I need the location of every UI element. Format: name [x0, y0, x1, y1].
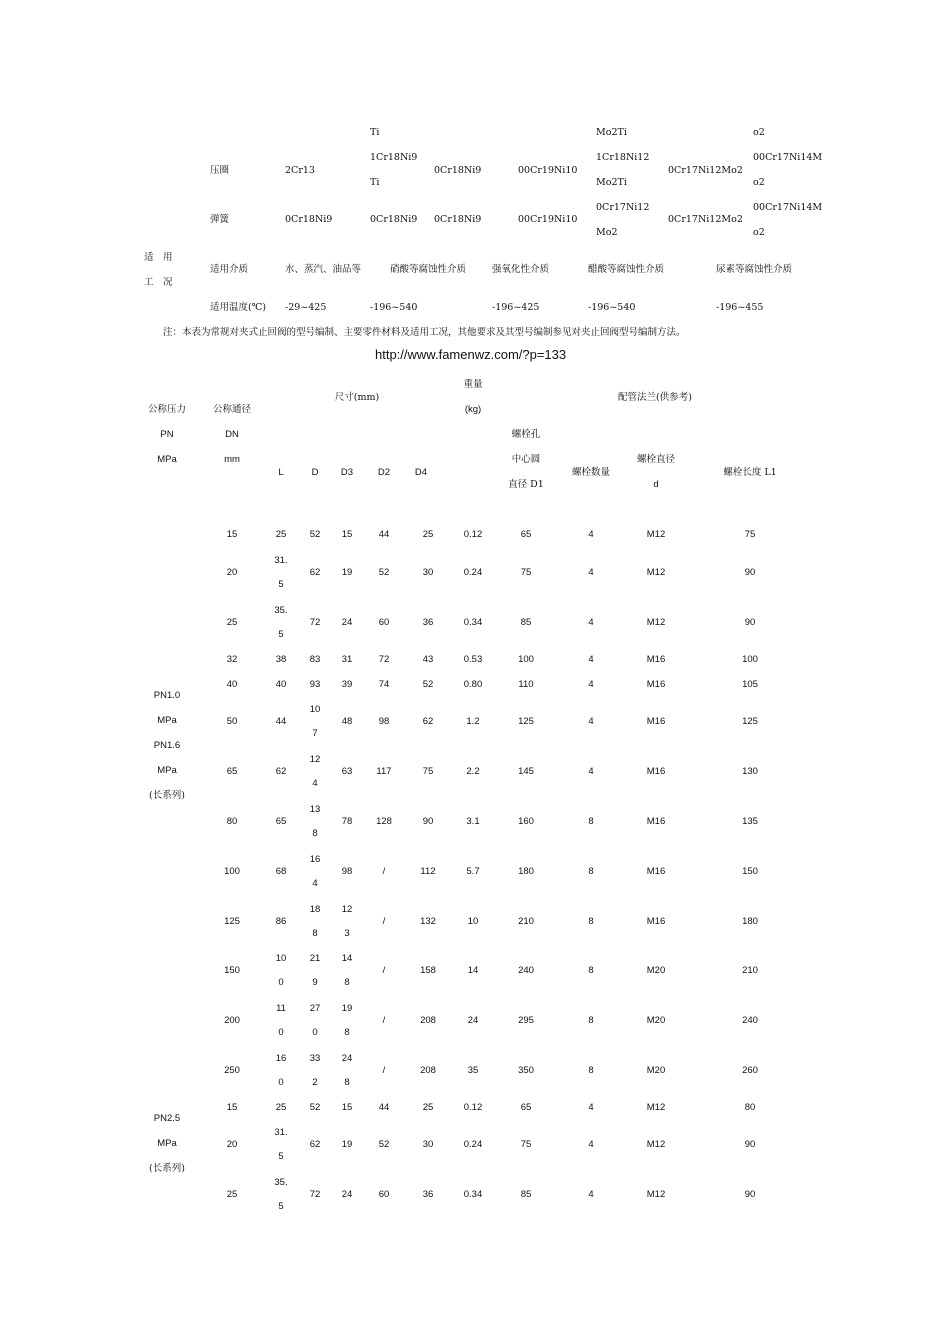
header-col-D4: D4	[414, 467, 428, 478]
cell-dn: 65	[226, 766, 238, 777]
header-flange: 配管法兰(供参考)	[618, 392, 692, 403]
cell-d: M16	[646, 916, 666, 927]
cell-l1: 100	[742, 654, 758, 665]
cell-D3: 8	[344, 1077, 350, 1088]
cell-L: 31.	[274, 1127, 288, 1138]
cell-L: 25	[275, 529, 287, 540]
cell-dn: 15	[226, 1102, 238, 1113]
cell-L: 11	[276, 1003, 286, 1014]
cell-L: 31.	[274, 555, 288, 566]
cell-d: M16	[646, 766, 666, 777]
cell-n: 8	[588, 916, 594, 927]
cell-dn: 32	[226, 654, 238, 665]
cell-D: 52	[309, 529, 321, 540]
header-pn: 公称压力	[147, 404, 187, 415]
cell-d: M12	[646, 1189, 666, 1200]
cell-l1: 90	[744, 1189, 756, 1200]
cell-w: 10	[467, 916, 479, 927]
cell-D2: 52	[378, 567, 390, 578]
cell-D2: /	[382, 916, 386, 927]
cell: Mo2	[596, 227, 618, 238]
cell-D: 52	[309, 1102, 321, 1113]
cell-w: 1.2	[466, 716, 480, 727]
cell-D3: 15	[341, 1102, 353, 1113]
cell: 硝酸等腐蚀性介质	[390, 264, 467, 275]
cell-d: M12	[646, 1102, 666, 1113]
cell: 0Cr17Ni12Mo2	[668, 214, 743, 225]
cell-D4: 112	[420, 866, 436, 877]
cell-D: 8	[312, 928, 318, 939]
cell-d1: 295	[518, 1015, 534, 1026]
cell-D3: 14	[341, 953, 353, 964]
cell-D3: 19	[341, 1003, 353, 1014]
cell-D3: 15	[341, 529, 353, 540]
cell-d: M12	[646, 617, 666, 628]
cell-n: 8	[588, 1065, 594, 1076]
cell-D2: /	[382, 866, 386, 877]
cell-D3: 63	[341, 766, 353, 777]
cell-w: 3.1	[466, 816, 480, 827]
cell-D3: 12	[341, 904, 353, 915]
group-label-line: MPa	[157, 715, 177, 726]
cell: 醋酸等腐蚀性介质	[588, 264, 665, 275]
cell: 1Cr18Ni12	[596, 152, 650, 163]
cell-D3: 19	[341, 1139, 353, 1150]
cell: 0Cr18Ni9	[434, 165, 482, 176]
cell-fragment: o2	[753, 127, 765, 138]
cell-n: 8	[588, 866, 594, 877]
cell-L: 35.	[274, 1177, 288, 1188]
cell-D3: 39	[341, 679, 353, 690]
cell-L: 0	[278, 1027, 284, 1038]
cell-w: 0.24	[463, 567, 483, 578]
cell-dn: 20	[226, 567, 238, 578]
cell-n: 4	[588, 1102, 594, 1113]
cell-D4: 62	[422, 716, 434, 727]
cell-D3: 98	[341, 866, 353, 877]
cell-n: 8	[588, 816, 594, 827]
header-dn: mm	[224, 454, 240, 465]
cell-l1: 210	[742, 965, 758, 976]
cell-D3: 24	[341, 1053, 353, 1064]
group-label-line: PN1.6	[153, 740, 181, 751]
cell-D3: 31	[341, 654, 353, 665]
cell-d1: 85	[520, 1189, 532, 1200]
cell-l1: 260	[742, 1065, 758, 1076]
cell-L: 5	[278, 1201, 284, 1212]
cell-d: M12	[646, 1139, 666, 1150]
cell-l1: 90	[744, 1139, 756, 1150]
cell-d: M16	[646, 866, 666, 877]
cell-D2: 52	[378, 1139, 390, 1150]
cell-n: 4	[588, 766, 594, 777]
cell-w: 0.24	[463, 1139, 483, 1150]
header-pn: PN	[160, 429, 174, 440]
cell-fragment: Ti	[370, 127, 380, 138]
cell-d1: 65	[520, 529, 532, 540]
cell-n: 4	[588, 654, 594, 665]
conditions-label: 工 况	[144, 277, 173, 288]
cell: -196~540	[588, 302, 636, 313]
cell: 00Cr17Ni14M	[753, 152, 823, 163]
cell: 00Cr19Ni10	[518, 165, 578, 176]
cell-n: 4	[588, 567, 594, 578]
cell-L: 44	[275, 716, 287, 727]
cell-d1: 160	[518, 816, 534, 827]
cell-L: 86	[275, 916, 287, 927]
cell-d: M20	[646, 1065, 666, 1076]
cell-D4: 52	[422, 679, 434, 690]
cell-D2: 74	[378, 679, 390, 690]
header-dn: DN	[225, 429, 239, 440]
cell-D: 72	[309, 617, 321, 628]
cell-D4: 30	[422, 1139, 434, 1150]
header-bolt-len: 螺栓长度 L1	[723, 467, 777, 478]
cell-d1: 125	[518, 716, 534, 727]
cell-D: 12	[309, 754, 321, 765]
cell-l1: 90	[744, 617, 756, 628]
cell-w: 2.2	[466, 766, 480, 777]
cell-D3: 8	[344, 977, 350, 988]
cell-D3: 48	[341, 716, 353, 727]
cell-D2: 60	[378, 617, 390, 628]
cell: -196~455	[716, 302, 764, 313]
cell-d1: 85	[520, 617, 532, 628]
cell-D4: 158	[420, 965, 436, 976]
cell-l1: 130	[742, 766, 758, 777]
source-url-link[interactable]: http://www.famenwz.com/?p=133	[375, 347, 567, 362]
cell-n: 8	[588, 965, 594, 976]
group-label-line: (长系列)	[149, 790, 185, 801]
header-weight: 重量	[463, 379, 483, 390]
cell-D: 9	[312, 977, 318, 988]
cell-D: 33	[309, 1053, 321, 1064]
header-col-D3: D3	[340, 467, 354, 478]
cell-L: 5	[278, 629, 284, 640]
cell-L: 16	[275, 1053, 287, 1064]
cell-D3: 8	[344, 1027, 350, 1038]
cell-d: M20	[646, 1015, 666, 1026]
cell-dn: 15	[226, 529, 238, 540]
cell-D2: /	[382, 1015, 386, 1026]
cell-D3: 24	[341, 617, 353, 628]
cell-D4: 208	[420, 1015, 436, 1026]
cell-n: 4	[588, 1139, 594, 1150]
header-bolt-dia: 螺栓直径	[636, 454, 676, 465]
cell: 00Cr19Ni10	[518, 214, 578, 225]
cell: 2Cr13	[285, 165, 315, 176]
cell-D2: /	[382, 1065, 386, 1076]
header-pn: MPa	[157, 454, 177, 465]
cell-D4: 30	[422, 567, 434, 578]
cell: 0Cr17Ni12Mo2	[668, 165, 743, 176]
cell: o2	[753, 177, 765, 188]
row-label-temperature: 适用温度(℃)	[210, 302, 267, 313]
cell: 1Cr18Ni9	[370, 152, 418, 163]
cell-d1: 65	[520, 1102, 532, 1113]
cell-D: 93	[309, 679, 321, 690]
group-label-line: PN2.5	[153, 1113, 181, 1124]
header-bolt-circle: 直径 D1	[508, 479, 544, 490]
cell-l1: 75	[744, 529, 756, 540]
cell-dn: 20	[226, 1139, 238, 1150]
cell-n: 4	[588, 679, 594, 690]
cell-L: 0	[278, 1077, 284, 1088]
cell-n: 4	[588, 1189, 594, 1200]
cell-L: 62	[275, 766, 287, 777]
header-bolt-circle: 螺栓孔	[511, 429, 541, 440]
cell-L: 65	[275, 816, 287, 827]
cell-n: 4	[588, 617, 594, 628]
cell-D4: 43	[422, 654, 434, 665]
cell-d: M12	[646, 529, 666, 540]
group-label-line: (长系列)	[149, 1163, 185, 1174]
cell-D: 72	[309, 1189, 321, 1200]
group-label-line: MPa	[157, 1138, 177, 1149]
cell-l1: 240	[742, 1015, 758, 1026]
cell-D: 83	[309, 654, 321, 665]
cell-D2: 117	[376, 766, 392, 777]
cell-D2: /	[382, 965, 386, 976]
cell-D4: 36	[422, 617, 434, 628]
cell-D2: 44	[378, 1102, 390, 1113]
row-label-spring: 弹簧	[210, 214, 230, 225]
cell: -196~540	[370, 302, 418, 313]
cell-D3: 3	[344, 928, 350, 939]
cell-D4: 208	[420, 1065, 436, 1076]
cell-d1: 100	[518, 654, 534, 665]
cell-dn: 150	[224, 965, 240, 976]
cell-D: 4	[312, 778, 318, 789]
cell-D: 62	[309, 567, 321, 578]
row-label-medium: 适用介质	[210, 264, 249, 275]
cell-D: 0	[312, 1027, 318, 1038]
cell-dn: 50	[226, 716, 238, 727]
cell: -29~425	[285, 302, 327, 313]
cell-D: 62	[309, 1139, 321, 1150]
cell-w: 35	[467, 1065, 479, 1076]
cell-L: 25	[275, 1102, 287, 1113]
cell-D4: 75	[422, 766, 434, 777]
cell-d1: 180	[518, 866, 534, 877]
table-note: 注：本表为常规对夹式止回阀的型号编制、主要零件材料及适用工况，其他要求及其型号编制参见对夹止回阀型号编制方法。	[163, 327, 686, 338]
cell-D: 21	[309, 953, 321, 964]
cell-l1: 180	[742, 916, 758, 927]
cell-D: 16	[309, 854, 321, 865]
cell-D2: 60	[378, 1189, 390, 1200]
cell-d1: 75	[520, 567, 532, 578]
cell-D: 7	[312, 728, 318, 739]
cell: 0Cr18Ni9	[434, 214, 482, 225]
cell-L: 40	[275, 679, 287, 690]
cell-l1: 150	[742, 866, 758, 877]
cell-d: M16	[646, 679, 666, 690]
cell-L: 5	[278, 579, 284, 590]
cell-D: 10	[309, 704, 321, 715]
cell-dn: 100	[224, 866, 240, 877]
group-label-line: MPa	[157, 765, 177, 776]
cell-D: 8	[312, 828, 318, 839]
cell-D: 4	[312, 878, 318, 889]
cell-d: M16	[646, 716, 666, 727]
cell-D3: 78	[341, 816, 353, 827]
cell-D2: 44	[378, 529, 390, 540]
header-col-D2: D2	[377, 467, 391, 478]
cell-dn: 125	[224, 916, 240, 927]
group-label-line: PN1.0	[153, 690, 181, 701]
cell-L: 10	[275, 953, 287, 964]
cell-d: M12	[646, 567, 666, 578]
cell-D: 27	[309, 1003, 321, 1014]
cell-L: 38	[275, 654, 287, 665]
cell-d: M20	[646, 965, 666, 976]
cell-w: 0.80	[463, 679, 483, 690]
row-label-gland: 压圈	[210, 165, 230, 176]
cell-dn: 80	[226, 816, 238, 827]
header-bolt-dia: d	[653, 479, 659, 490]
cell-l1: 135	[742, 816, 758, 827]
cell-d: M16	[646, 654, 666, 665]
cell-L: 0	[278, 977, 284, 988]
cell-D4: 25	[422, 1102, 434, 1113]
cell-D2: 72	[378, 654, 390, 665]
cell-l1: 125	[742, 716, 758, 727]
cell-D: 18	[309, 904, 321, 915]
cell-D: 2	[312, 1077, 318, 1088]
cell-D2: 128	[376, 816, 392, 827]
cell-D4: 90	[422, 816, 434, 827]
header-dn: 公称通径	[212, 404, 252, 415]
cell-L: 5	[278, 1151, 284, 1162]
header-weight: (kg)	[464, 404, 482, 415]
cell-w: 0.34	[463, 617, 483, 628]
cell-D4: 36	[422, 1189, 434, 1200]
cell-dn: 25	[226, 617, 238, 628]
cell: 00Cr17Ni14M	[753, 202, 823, 213]
cell-d: M16	[646, 816, 666, 827]
cell-w: 0.12	[463, 529, 483, 540]
cell: 0Cr18Ni9	[285, 214, 333, 225]
cell-l1: 105	[742, 679, 758, 690]
cell-l1: 80	[744, 1102, 756, 1113]
cell-w: 0.34	[463, 1189, 483, 1200]
cell-fragment: Mo2Ti	[596, 127, 627, 138]
cell-w: 24	[467, 1015, 479, 1026]
header-bolt-circle: 中心圆	[511, 454, 541, 465]
cell-dn: 250	[224, 1065, 240, 1076]
cell: Ti	[370, 177, 380, 188]
cell-d1: 145	[518, 766, 534, 777]
cell-d1: 210	[518, 916, 534, 927]
cell-D3: 19	[341, 567, 353, 578]
cell-dn: 40	[226, 679, 238, 690]
cell-D2: 98	[378, 716, 390, 727]
cell-d1: 110	[518, 679, 534, 690]
cell-d1: 75	[520, 1139, 532, 1150]
cell-w: 5.7	[466, 866, 480, 877]
cell: 尿素等腐蚀性介质	[716, 264, 793, 275]
cell: Mo2Ti	[596, 177, 627, 188]
cell: 强氧化性介质	[492, 264, 550, 275]
cell: -196~425	[492, 302, 540, 313]
cell-D4: 132	[420, 916, 436, 927]
header-col-L: L	[278, 467, 284, 478]
cell-w: 14	[467, 965, 479, 976]
cell-D3: 24	[341, 1189, 353, 1200]
cell-L: 35.	[274, 605, 288, 616]
header-size: 尺寸(mm)	[334, 392, 380, 403]
cell-D4: 25	[422, 529, 434, 540]
cell: 水、蒸汽、油品等	[285, 264, 362, 275]
cell-n: 4	[588, 716, 594, 727]
conditions-label: 适 用	[144, 252, 173, 263]
cell-l1: 90	[744, 567, 756, 578]
cell: 0Cr17Ni12	[596, 202, 650, 213]
cell-dn: 25	[226, 1189, 238, 1200]
cell-dn: 200	[224, 1015, 240, 1026]
cell-D: 13	[309, 804, 321, 815]
header-col-D: D	[311, 467, 319, 478]
cell-w: 0.53	[463, 654, 483, 665]
cell: o2	[753, 227, 765, 238]
cell: 0Cr18Ni9	[370, 214, 418, 225]
cell-w: 0.12	[463, 1102, 483, 1113]
cell-n: 8	[588, 1015, 594, 1026]
cell-n: 4	[588, 529, 594, 540]
cell-d1: 350	[518, 1065, 534, 1076]
header-bolt-count: 螺栓数量	[571, 467, 611, 478]
cell-d1: 240	[518, 965, 534, 976]
cell-L: 68	[275, 866, 287, 877]
